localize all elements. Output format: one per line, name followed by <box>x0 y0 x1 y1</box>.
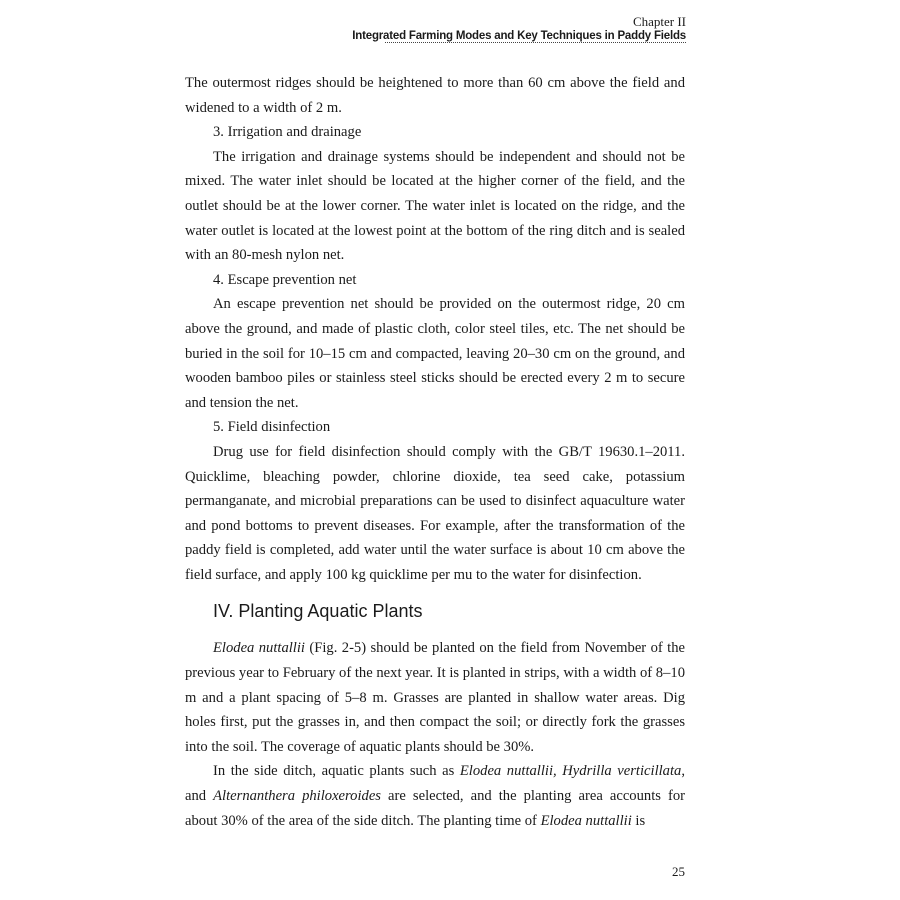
species-name: Elodea nuttallii <box>213 640 305 657</box>
page-body <box>185 71 685 833</box>
paragraph <box>185 636 685 759</box>
running-head <box>352 14 686 43</box>
paragraph-text: , and <box>185 763 685 805</box>
paragraph: An escape prevention net should be provided on the outermost ridge, 20 cm above the ground, and made of plastic cloth, color steel tiles, etc. The net should be buried in the soil for 10–15 cm and compacted, leaving 20–30 cm on the ground, and wooden bamboo piles or stainless steel sticks should be erected every 2 m to secure and tension the net. <box>185 296 685 411</box>
subheading-escape-net: 4. Escape prevention net <box>213 271 357 288</box>
chapter-title: Integrated Farming Modes and Key Techniques in Paddy Fields <box>352 30 686 42</box>
subheading-field-disinfection: 5. Field disinfection <box>213 419 331 436</box>
paragraph: The outermost ridges should be heightened to more than 60 cm above the field and widened to a width of 2 m. <box>185 75 685 116</box>
paragraph <box>185 759 685 833</box>
paragraph-text: are selected, and the planting area accounts for about 30% of the area of the side ditch. The planting time of <box>185 788 685 829</box>
paragraph-text: (Fig. 2-5) should be planted on the field from November of the previous year to February of the next year. It is planted in strips, with a width of 8–10 m and a plant spacing of 5–8 m. Grasses are planted in shallow water areas. Dig holes first, put the grasses in, and then compact the soil; or directly fork the grasses into the soil. The coverage of aquatic plants should be 30%. <box>185 640 685 755</box>
paragraph: Drug use for field disinfection should comply with the GB/T 19630.1–2011. Quicklime, bleaching powder, chlorine dioxide, tea seed cake, potassium permanganate, and microbial preparations can be used to disinfect aquaculture water and pond bottoms to prevent diseases. For example, after the transformation of the paddy field is completed, add water until the water surface is about 10 cm above the field surface, and apply 100 kg quicklime per mu to the water for disinfection. <box>185 443 685 583</box>
species-name: Elodea nuttallii <box>540 812 632 829</box>
subheading-irrigation: 3. Irrigation and drainage <box>213 124 362 141</box>
species-name: Elodea nuttallii, Hydrilla verticillata <box>459 763 682 780</box>
page-number: 25 <box>672 864 685 879</box>
paragraph-text: is <box>631 812 646 829</box>
section-heading: IV. Planting Aquatic Plants <box>213 601 423 622</box>
paragraph: The irrigation and drainage systems should be independent and should not be mixed. The water inlet should be located at the higher corner of the field, and the outlet should be at the lower corner. The water inlet is located on the ridge, and the water outlet is located at the lowest point at the bottom of the ring ditch and is sealed with an 80-mesh nylon net. <box>185 148 685 264</box>
chapter-label: Chapter II <box>632 14 686 29</box>
species-name: Alternanthera philoxeroides <box>213 788 381 805</box>
header-divider <box>385 42 686 43</box>
paragraph-text: In the side ditch, aquatic plants such as <box>213 763 460 780</box>
